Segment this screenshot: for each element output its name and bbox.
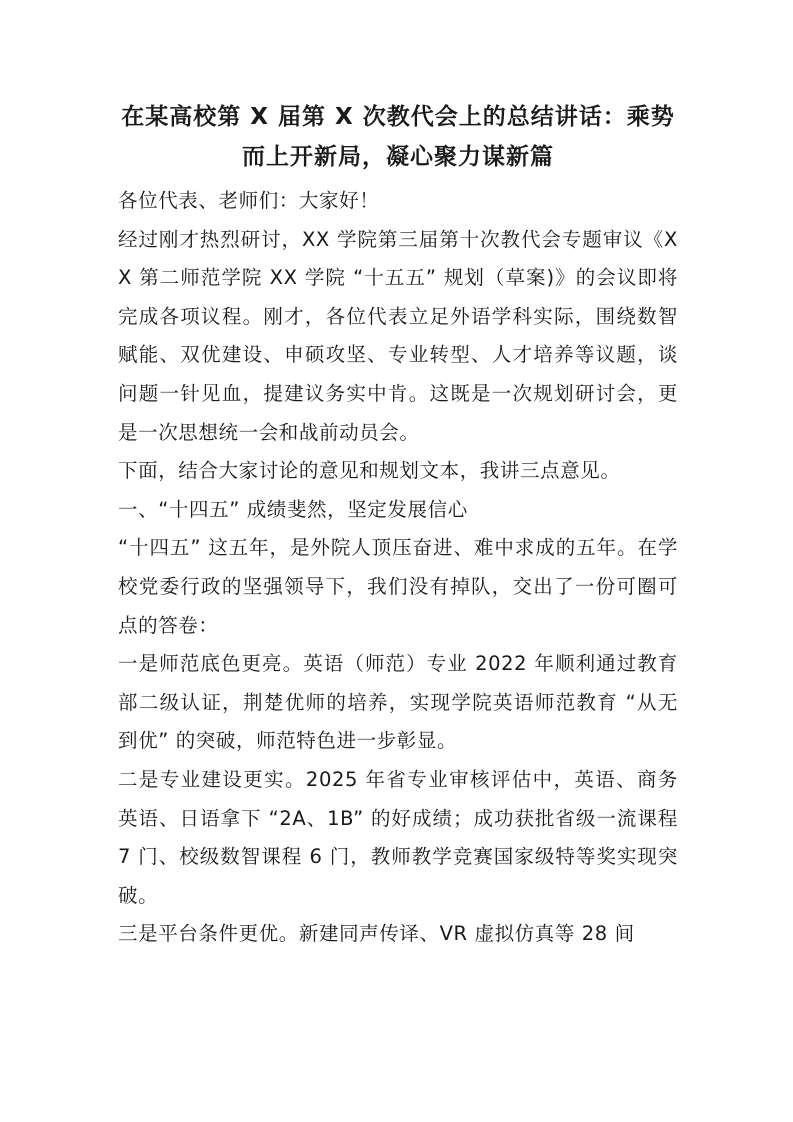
paragraph-point-2: 二是专业建设更实。2025 年省专业审核评估中，英语、商务英语、日语拿下 “2A、1B” 的好成绩；成功获批省级一流课程 7 门、校级数智课程 6 门，教师教学竞赛国家级特等奖实现突破。 <box>118 767 678 907</box>
paragraph-three-points: 下面，结合大家讨论的意见和规划文本，我讲三点意见。 <box>118 459 621 483</box>
paragraph-five-years: “十四五” 这五年，是外院人顶压奋进、难中求成的五年。在学校党委行政的坚强领导下，我们没有掉队，交出了一份可圈可点的答卷： <box>118 536 678 637</box>
document-title: 在某高校第 X 届第 X 次教代会上的总结讲话：乘势而上开新局，凝心聚力谋新篇 <box>121 104 675 170</box>
paragraph-point-3: 三是平台条件更优。新建同声传译、VR 虚拟仿真等 28 间 <box>118 922 635 946</box>
section-heading-1: 一、“十四五” 成绩斐然，坚定发展信心 <box>118 497 468 521</box>
document-body <box>118 182 678 954</box>
paragraph-greeting: 各位代表、老师们：大家好！ <box>118 189 380 212</box>
paragraph-point-1: 一是师范底色更亮。英语（师范）专业 2022 年顺利通过教育部二级认证，荆楚优师的培养，实现学院英语师范教育 “从无到优” 的突破，师范特色进一步彰显。 <box>118 652 678 753</box>
paragraph-intro: 经过刚才热烈研讨，XX 学院第三届第十次教代会专题审议《XX 第二师范学院 XX 学院 “十五五” 规划（草案)》的会议即将完成各项议程。刚才，各位代表立足外语学科实际，围绕数智赋能、双优建设、申硕攻坚、专业转型、人才培养等议题，谈问题一针见血，提建议务实中肯。这既是一次规划研讨会，更是一次思想统一会和战前动员会。 <box>118 227 678 444</box>
